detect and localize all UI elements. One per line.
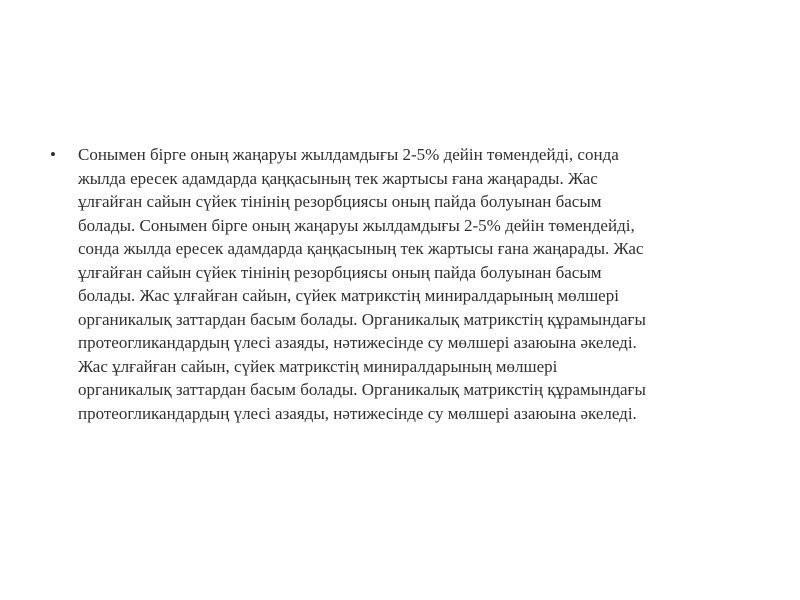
bullet-item — [50, 143, 762, 425]
text-line: Сонымен бірге оның жаңаруы жылдамдығы 2-5% дейін төмендейді, сонда — [78, 145, 619, 164]
text-line: Жас ұлғайған сайын, сүйек матрикстің миниралдарының мөлшері — [78, 356, 558, 376]
text-line: болады. Жас ұлғайған сайын, сүйек матрикстің миниралдарының мөлшері — [78, 286, 619, 305]
text-line: органикалық заттардан басым болады. Органикалық матрикстің құрамындағы — [78, 380, 646, 399]
text-line: протеогликандардың үлесі азаяды, нәтижесінде су мөлшері азаюына әкеледі. — [78, 403, 637, 423]
text-line: протеогликандардың үлесі азаяды, нәтижесінде су мөлшері азаюына әкеледі. — [78, 333, 637, 352]
text-line: ұлғайған сайын сүйек тінінің резорбциясы оның пайда болуынан басым — [78, 262, 602, 282]
text-line: ұлғайған сайын сүйек тінінің резорбциясы оның пайда болуынан басым — [78, 192, 602, 211]
slide-content — [50, 143, 762, 425]
text-line: болады. Сонымен бірге оның жаңаруы жылдамдығы 2-5% дейін төмендейді, — [78, 215, 635, 235]
text-line: органикалық заттардан басым болады. Органикалық матрикстің құрамындағы — [78, 309, 646, 329]
text-line: жылда ересек адамдарда қаңқасының тек жартысы ғана жаңарады. Жас — [78, 168, 598, 188]
bullet-paragraph — [78, 143, 762, 425]
bullet-marker: • — [50, 145, 56, 164]
text-line: сонда жылда ересек адамдарда қаңқасының тек жартысы ғана жаңарады. Жас — [78, 239, 644, 258]
